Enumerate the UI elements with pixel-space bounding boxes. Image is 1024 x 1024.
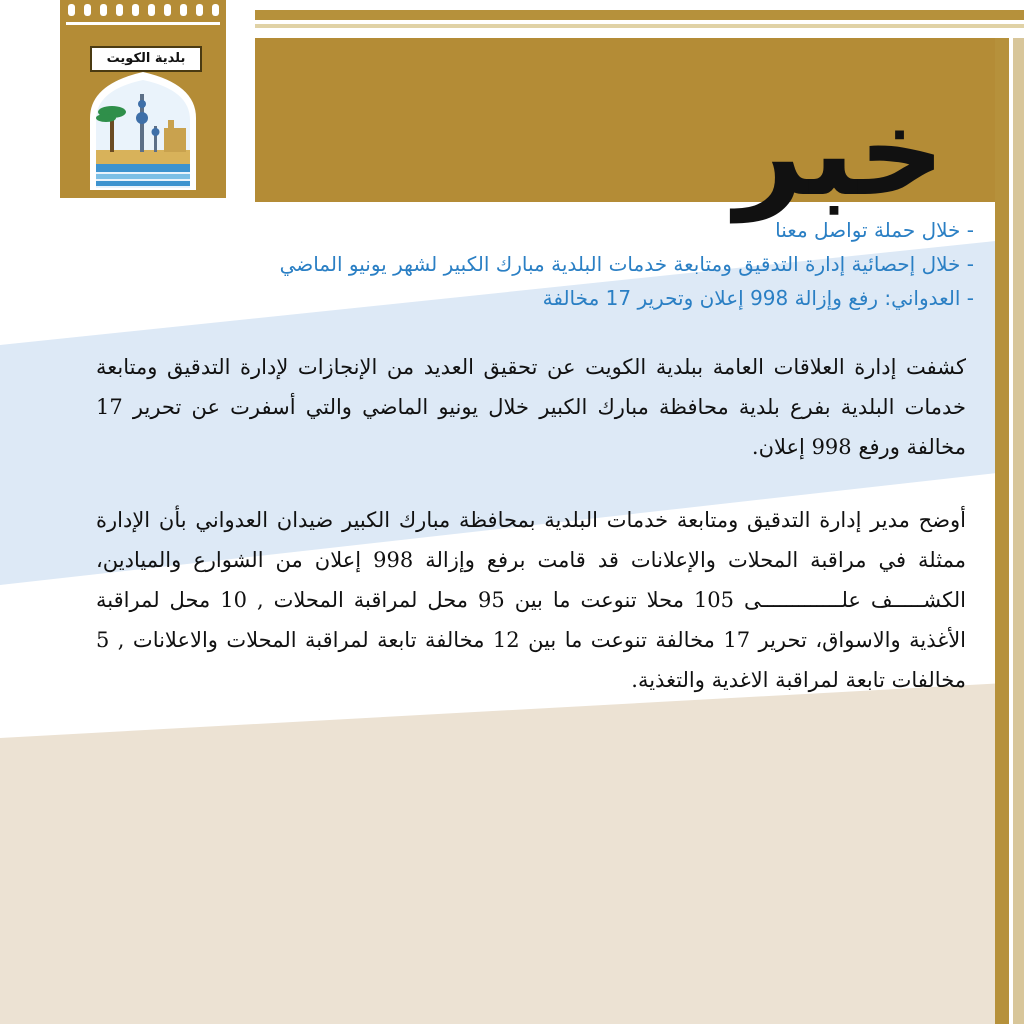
gold-title-banner	[255, 38, 995, 223]
municipality-logo	[60, 0, 226, 198]
logo-label: بلدية الكويت	[90, 46, 202, 72]
top-gold-thin-line	[255, 24, 1024, 28]
body-paragraph-1: كشفت إدارة العلاقات العامة ببلدية الكويت عن تحقيق العديد من الإنجازات لإدارة التدقيق ومتابعة خدمات البلدية بفرع بلدية محافظة مبارك الكبير خلال يونيو الماضي والتي أسفرت عن تحرير 17 مخالفة ورفع 998 إعلان.	[96, 355, 966, 459]
headline-list	[74, 213, 974, 315]
banner-title: خبر	[734, 84, 945, 223]
beige-band	[0, 682, 1024, 1024]
kuwait-municipality-emblem-icon	[60, 0, 226, 198]
headline-item: - خلال حملة تواصل معنا	[775, 218, 974, 242]
headline-item: - العدواني: رفع وإزالة 998 إعلان وتحرير 17 مخالفة	[542, 286, 974, 310]
body-paragraph-2: أوضح مدير إدارة التدقيق ومتابعة خدمات البلدية بمحافظة مبارك الكبير ضيدان العدواني بأن الإدارة ممثلة في مراقبة المحلات والإعلانات قد قامت برفع وإزالة 998 إعلان من الشوارع والميادين، الكشـــــف علـــــــــــــى 105 محلا تنوعت ما بين 95 محل لمراقبة المحلات , 10 محل لمراقبة الأغذية والاسواق، تحرير 17 مخالفة تنوعت ما بين 12 مخالفة تابعة لمراقبة المحلات والاعلانات , 5 مخالفات تابعة لمراقبة الاغدية والتغذية.	[96, 508, 967, 692]
gold-right-border	[995, 38, 1024, 1024]
headline-item: - خلال إحصائية إدارة التدقيق ومتابعة خدمات البلدية مبارك الكبير لشهر يونيو الماضي	[279, 252, 974, 276]
top-gold-line	[255, 10, 1024, 20]
